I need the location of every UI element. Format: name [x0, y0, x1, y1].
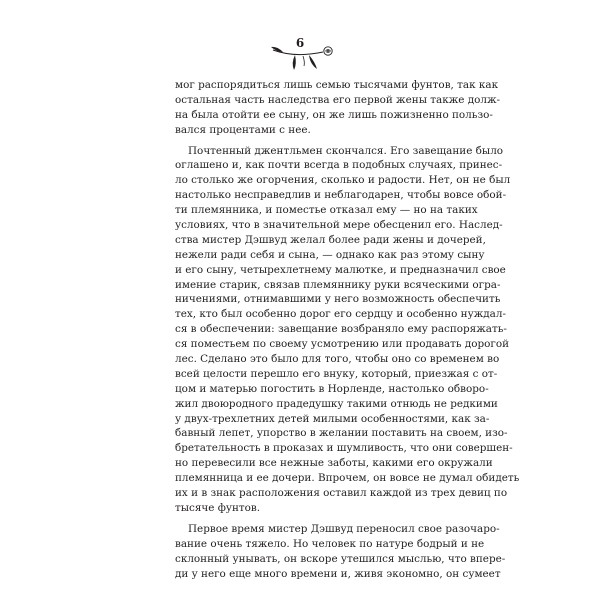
text-line: оглашено и, как почти всегда в подобных случаях, принес-	[175, 159, 503, 172]
text-line: ничениями, отнимавшими у него возможность обеспечить	[175, 293, 501, 306]
text-line: лес. Сделано это было для того, чтобы оно со временем во	[175, 353, 500, 366]
text-line: на была отойти ее сыну, он же лишь пожизненно пользо-	[175, 108, 493, 121]
text-line: и его сыну, четырехлетнему малютке, и предназначил свое	[175, 263, 506, 276]
text-line: но перевесили все нежные заботы, какими его окружали	[175, 457, 493, 470]
text-line: ся поместьем по своему усмотрению или продавать дорогой	[175, 338, 510, 351]
text-line: имение старик, связав племяннику руки всяческими огра-	[175, 278, 501, 291]
text-line: бавный лепет, упорство в желании поставить на своем, изо-	[175, 427, 508, 440]
text-line: ло столько же огорчения, сколько и радости. Нет, он не был	[175, 174, 511, 187]
text-line: цом и матерью погостить в Норленде, настолько обворо-	[175, 382, 489, 395]
text-line: Почтенный джентльмен скончался. Его завещание было	[188, 144, 504, 157]
text-line: всей целости перешло его внуку, который, приезжая с от-	[175, 367, 498, 380]
text-line: ства мистер Дэшвуд желал более ради жены и дочерей,	[175, 233, 486, 246]
text-line: ти племянника, и поместье отказал ему — но на таких	[175, 204, 478, 217]
body-text	[175, 78, 520, 581]
flower-branch-icon	[265, 40, 345, 80]
text-line: настолько несправедлив и неблагодарен, чтобы вовсе обой-	[175, 189, 507, 202]
text-line: нежели ради себя и сына, — однако как раз этому сыну	[175, 248, 485, 261]
text-line: Первое время мистер Дэшвуд переносил свое разочаро-	[188, 522, 500, 535]
text-line: ся в обеспечении: завещание возбраняло ему распоряжать-	[175, 323, 507, 336]
text-line: вался процентами с нее.	[175, 123, 311, 136]
text-line: их и в знак расположения оставил каждой из трех девиц по	[175, 487, 508, 500]
text-line: племянница и ее дочери. Впрочем, он вовсе не думал обидеть	[175, 472, 520, 485]
text-line: склонный унывать, он вскоре утешился мыслью, что впере-	[175, 552, 506, 565]
text-line: у двух-трехлетних детей милыми особенностями, как за-	[175, 412, 490, 425]
text-line: тысяче фунтов.	[175, 501, 261, 514]
text-line: жил двоюродного прадедушку такими отнюдь не редкими	[175, 397, 498, 410]
page-number: 6	[295, 36, 305, 50]
text-line: остальная часть наследства его первой жены также долж-	[175, 93, 501, 106]
text-line: бретательность в проказах и шумливость, что они совершен-	[175, 442, 513, 455]
text-line: условиях, что в значительной мере обесценил его. Наслед-	[175, 219, 503, 232]
text-line: вание очень тяжело. Но человек по натуре бодрый и не	[175, 537, 485, 550]
text-line: ди у него еще много времени и, живя экономно, он сумеет	[175, 567, 501, 580]
text-line: мог распорядиться лишь семью тысячами фунтов, так как	[175, 79, 499, 91]
text-line: тех, кто был особенно дорог его сердцу и особенно нуждал-	[175, 308, 506, 321]
